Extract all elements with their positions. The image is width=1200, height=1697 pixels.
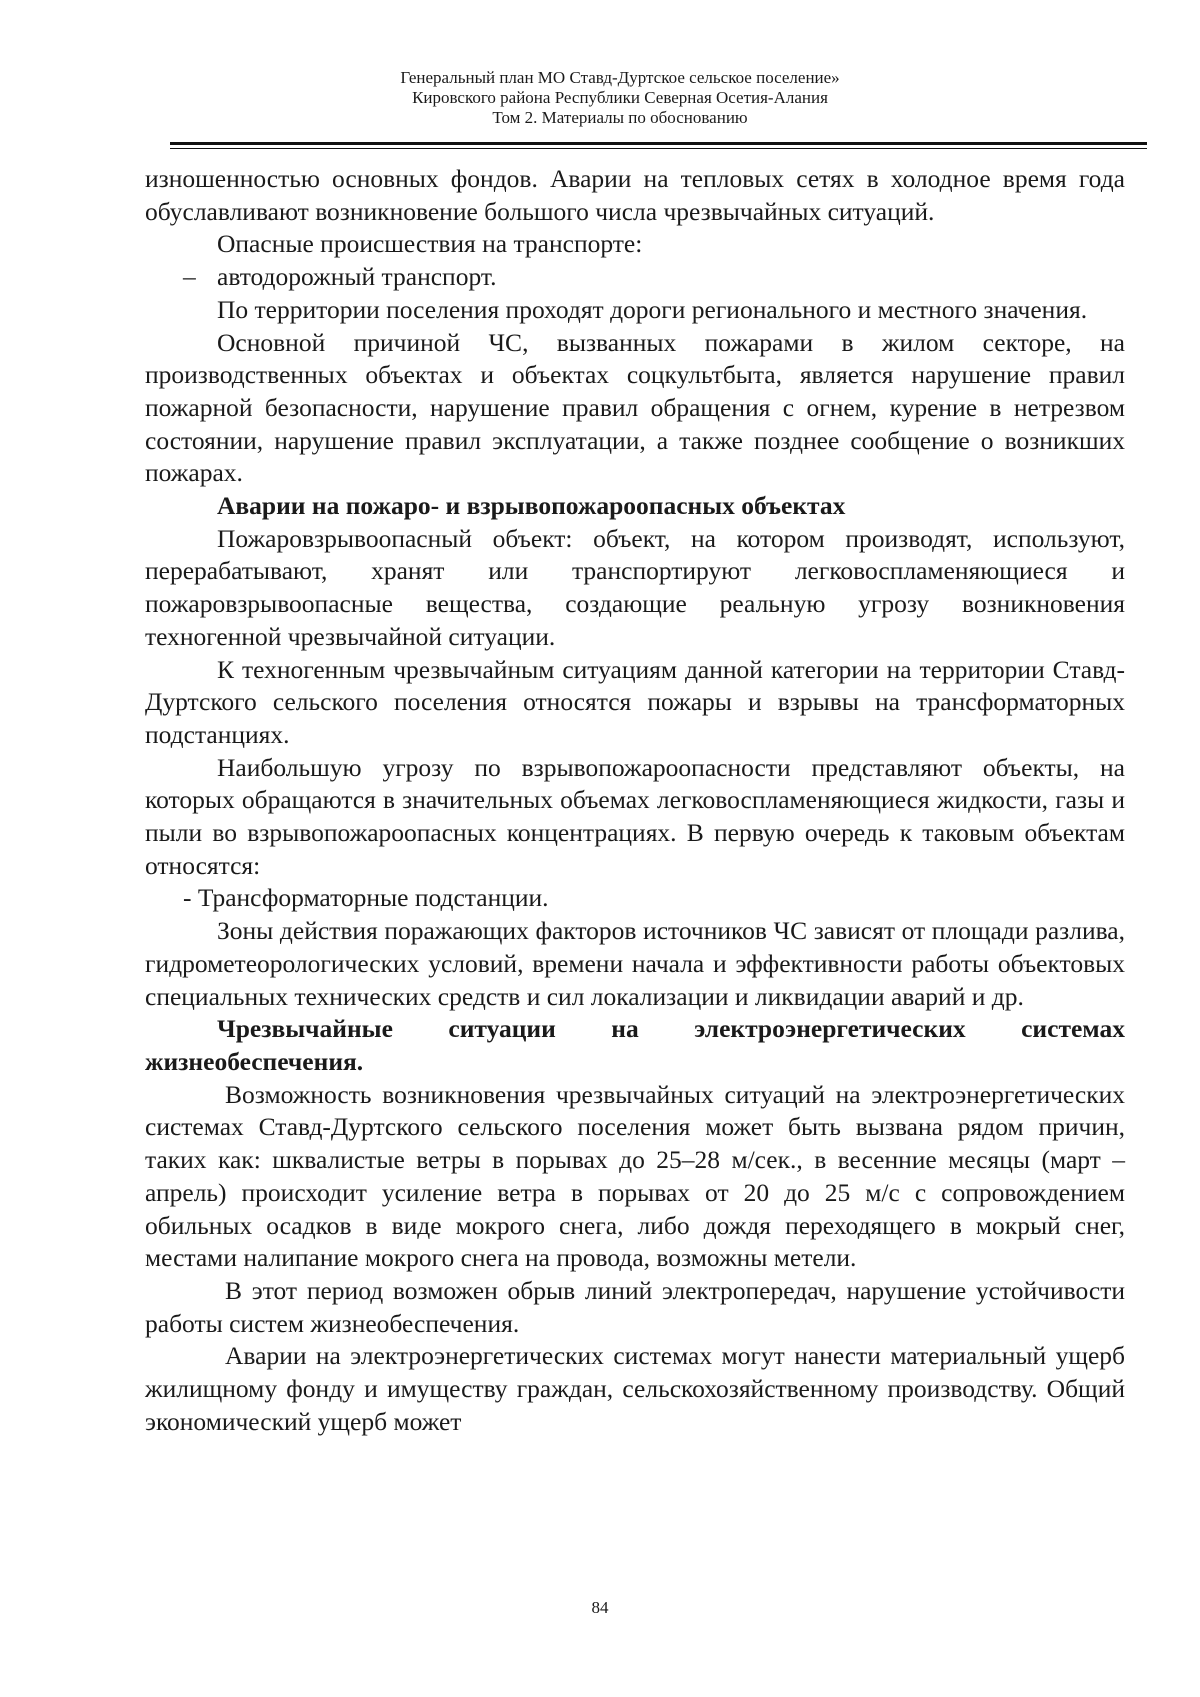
header-rule-thick [170,142,1147,145]
header-line-2: Кировского района Республики Северная Осетия-Алания [412,88,828,107]
page-number: 84 [591,1598,609,1617]
paragraph: В этот период возможен обрыв линий электропередач, нарушение устойчивости работы систем жизнеобеспечения. [145,1275,1125,1338]
list-item-text: автодорожный транспорт. [217,262,497,292]
paragraph: По территории поселения проходят дороги регионального и местного значения. [217,294,1088,324]
paragraph: Наибольшую угрозу по взрывопожароопасности представляют объекты, на которых обращаются в значительных объемах легковоспламеняющиеся жидкости, газы и пыли во взрывопожароопасных концентрациях. В первую очередь к таковым объектам относятся: [145,752,1125,880]
header-rule-thin [170,148,1147,149]
header-line-3: Том 2. Материалы по обоснованию [492,108,748,127]
list-item: - Трансформаторные подстанции. [183,883,549,913]
paragraph: Основной причиной ЧС, вызванных пожарами в жилом секторе, на производственных объектах и объектах соцкультбыта, является нарушение правил пожарной безопасности, нарушение правил обращения с огнем, курение в нетрезвом состоянии, нарушение правил эксплуатации, а также позднее сообщение о возникших пожарах. [145,327,1125,488]
list-dash: – [183,262,196,292]
header-line-1: Генеральный план МО Ставд-Дуртское сельское поселение» [400,68,840,87]
body-text [145,163,1125,1438]
running-header [170,68,1070,128]
section-heading: Аварии на пожаро- и взрывопожароопасных объектах [217,491,846,521]
paragraph: Возможность возникновения чрезвычайных ситуаций на электроэнергетических системах Ставд-Дуртского сельского поселения может быть вызвана рядом причин, таких как: шквалистые ветры в порывах до 25–28 м/сек., в весенние месяцы (март – апрель) происходит усиление ветра в порывах от 20 до 25 м/с с сопровождением обильных осадков в виде мокрого снега, либо дождя переходящего в мокрый снег, местами налипание мокрого снега на провода, возможны метели. [145,1079,1125,1273]
paragraph: Аварии на электроэнергетических системах могут нанести материальный ущерб жилищному фонду и имуществу граждан, сельскохозяйственному производству. Общий экономический ущерб может [145,1341,1125,1436]
list-item [145,261,1125,294]
paragraph: Зоны действия поражающих факторов источников ЧС зависят от площади разлива, гидрометеорологических условий, времени начала и эффективности работы объектовых специальных технических средств и сил локализации и ликвидации аварий и др. [145,916,1125,1011]
paragraph: Опасные происшествия на транспорте: [217,229,643,259]
paragraph: К техногенным чрезвычайным ситуациям данной категории на территории Ставд-Дуртского сельского поселения относятся пожары и взрывы на трансформаторных подстанциях. [145,654,1125,749]
section-heading: Чрезвычайные ситуации на электроэнергетических системах жизнеобеспечения. [145,1014,1125,1076]
paragraph: изношенностью основных фондов. Аварии на тепловых сетях в холодное время года обуславливают возникновение большого числа чрезвычайных ситуаций. [145,164,1125,226]
paragraph: Пожаровзрывоопасный объект: объект, на котором производят, используют, перерабатывают, хранят или транспортируют легковоспламеняющиеся и пожаровзрывоопасные вещества, создающие реальную угрозу возникновения техногенной чрезвычайной ситуации. [145,523,1125,651]
